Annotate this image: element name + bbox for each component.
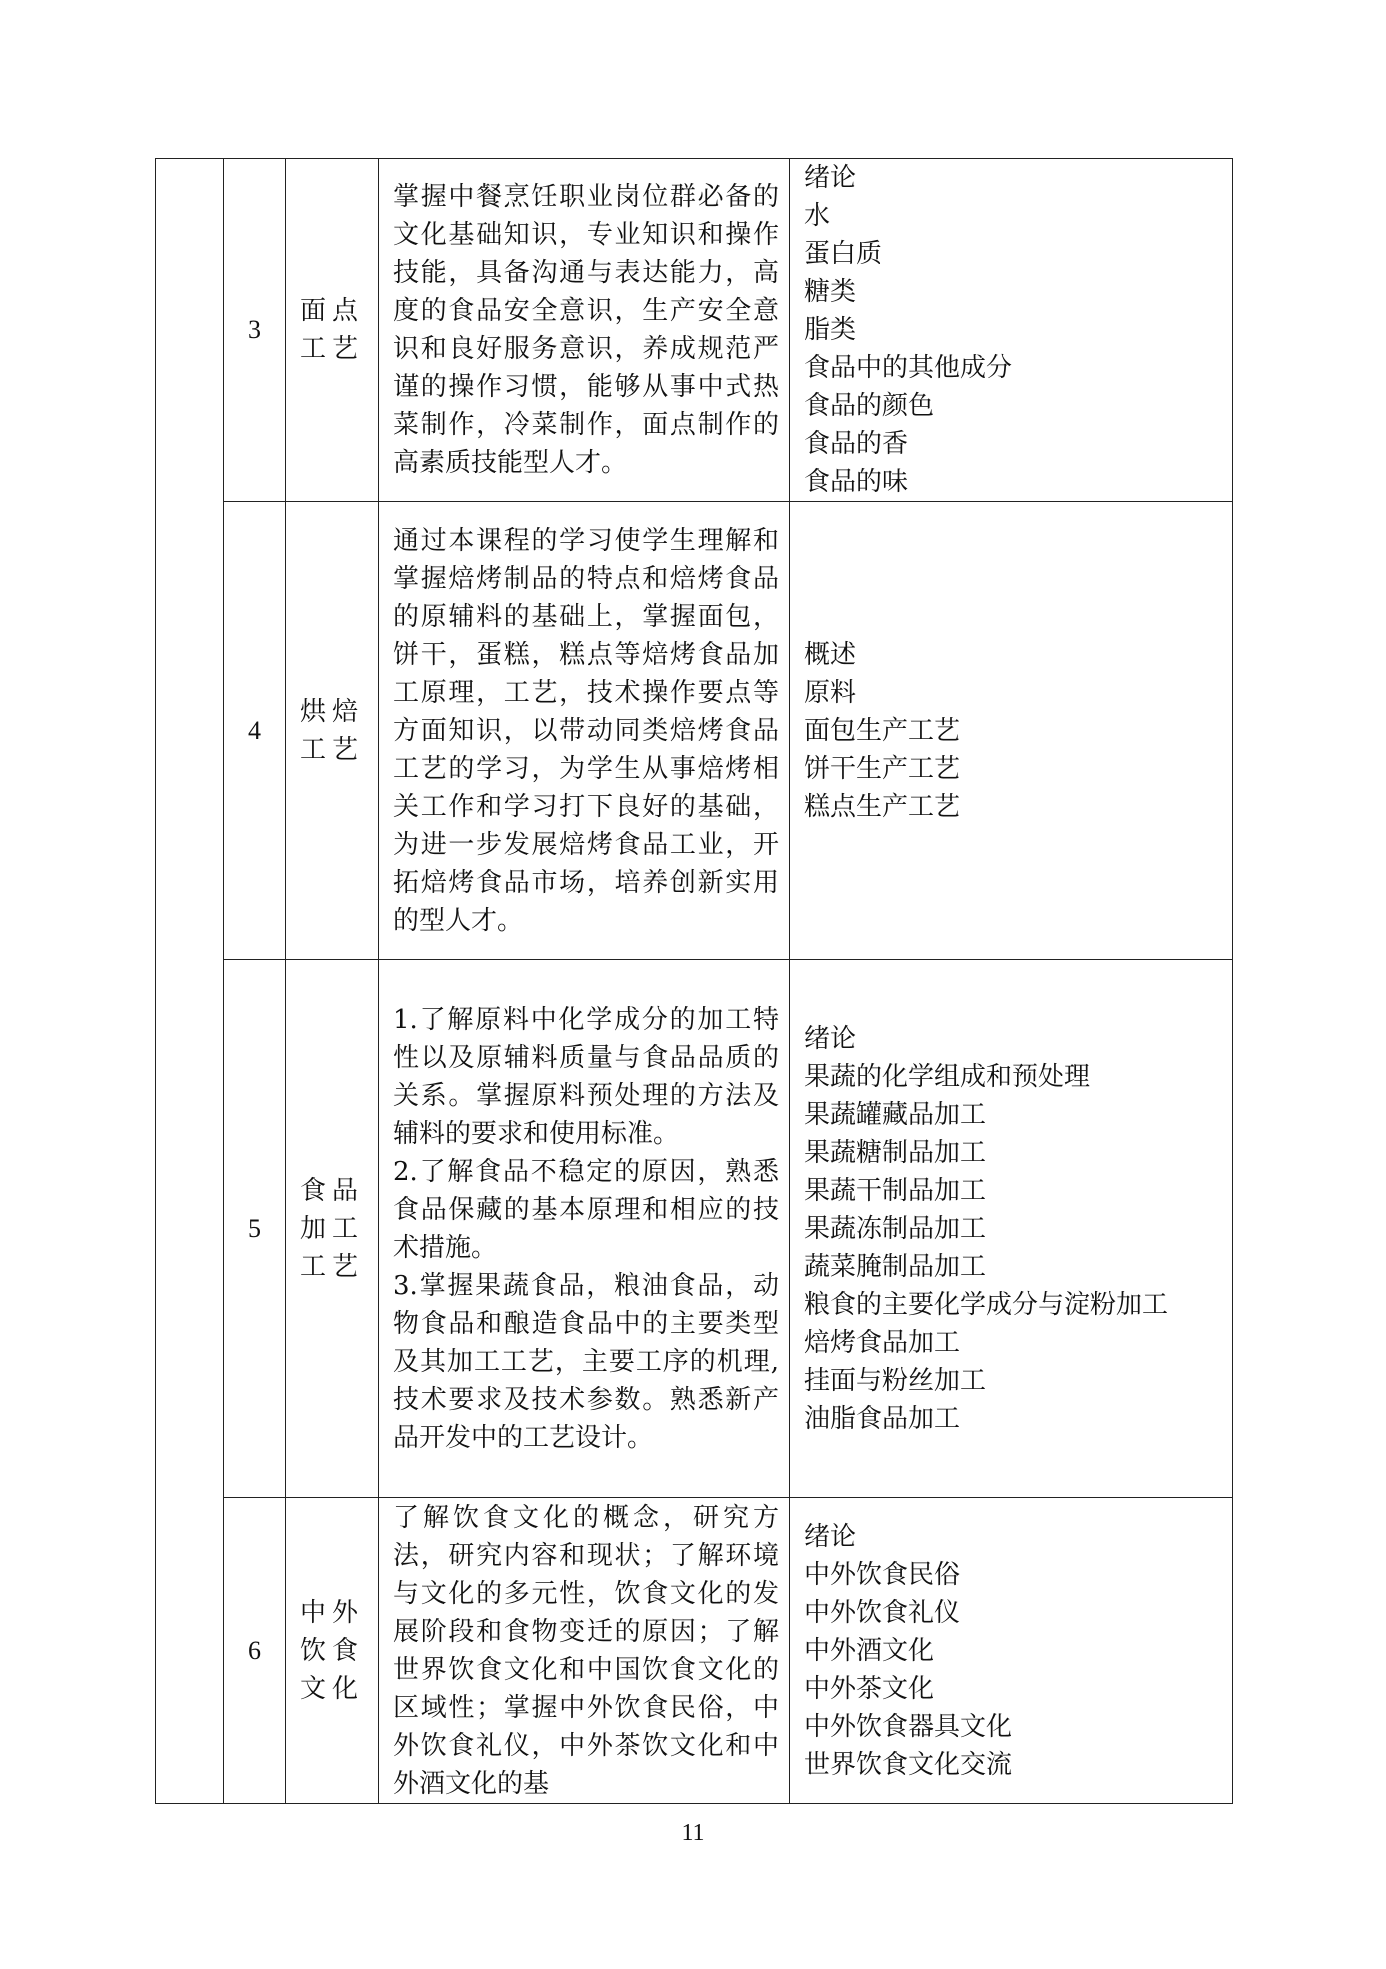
- course-name: 食品加工工艺: [286, 960, 379, 1498]
- topic-item: 食品中的其他成分: [804, 353, 1013, 383]
- topic-item: 中外饮食礼仪: [804, 1597, 961, 1628]
- course-topics: [790, 960, 1233, 1498]
- goal-paragraph: 通过本课程的学习使学生理解和掌握焙烤制品的特点和焙烤食品的原辅料的基础上，掌握面包，饼干，蛋糕，糕点等焙烤食品加工原理，工艺，技术操作要点等方面知识，以带动同类焙烤食品工艺的学习，为学生从事焙烤相关工作和学习打下良好的基础，为进一步发展焙烤食品工业，开拓焙烤食品市场，培养创新实用的型人才。: [393, 525, 779, 936]
- course-goal: [379, 1498, 790, 1804]
- topic-item: 面包生产工艺: [804, 715, 961, 746]
- topic-item: 脂类: [804, 315, 857, 345]
- topic-item: 蛋白质: [804, 239, 883, 269]
- goal-paragraph: 1.了解原料中化学成分的加工特性以及原辅料质量与食品品质的关系。掌握原料预处理的方法及辅料的要求和使用标准。: [393, 1004, 779, 1149]
- topic-item: 焙烤食品加工: [804, 1327, 961, 1358]
- table-row: [156, 502, 1233, 960]
- table-row: [156, 1498, 1233, 1804]
- table-row: [156, 159, 1233, 502]
- course-topics: [790, 1498, 1233, 1804]
- category-cell: [156, 159, 224, 1804]
- table-row: [156, 960, 1233, 1498]
- course-goal: [379, 502, 790, 960]
- topic-item: 饼干生产工艺: [804, 753, 961, 784]
- course-topics: [790, 502, 1233, 960]
- topic-item: 中外饮食器具文化: [804, 1711, 1013, 1742]
- topic-item: 果蔬糖制品加工: [804, 1137, 987, 1168]
- topic-item: 食品的味: [804, 467, 909, 497]
- topic-item: 世界饮食文化交流: [804, 1749, 1013, 1780]
- page-number: 11: [681, 1820, 705, 1846]
- goal-paragraph: 掌握中餐烹饪职业岗位群必备的文化基础知识，专业知识和操作技能，具备沟通与表达能力，高度的食品安全意识，生产安全意识和良好服务意识，养成规范严谨的操作习惯，能够从事中式热菜制作，冷菜制作，面点制作的高素质技能型人才。: [393, 182, 779, 478]
- goal-paragraph: 了解饮食文化的概念，研究方法，研究内容和现状；了解环境与文化的多元性，饮食文化的发展阶段和食物变迁的原因；了解世界饮食文化和中国饮食文化的区域性；掌握中外饮食民俗，中外饮食礼仪，中外茶饮文化和中外酒文化的基: [393, 1502, 779, 1799]
- topic-item: 水: [804, 201, 831, 231]
- row-number: 5: [224, 960, 286, 1498]
- topic-item: 原料: [804, 677, 857, 708]
- topic-item: 糖类: [804, 277, 857, 307]
- goal-paragraph: 2.了解食品不稳定的原因，熟悉食品保藏的基本原理和相应的技术措施。: [393, 1156, 779, 1263]
- topic-item: 粮食的主要化学成分与淀粉加工: [804, 1289, 1169, 1320]
- course-name: 中外饮食文化: [286, 1498, 379, 1804]
- topic-item: 概述: [804, 639, 857, 670]
- course-table: [155, 158, 1233, 1804]
- topic-item: 油脂食品加工: [804, 1403, 961, 1434]
- topic-item: 食品的香: [804, 429, 909, 459]
- course-topics: [790, 159, 1233, 502]
- topic-item: 食品的颜色: [804, 391, 935, 421]
- topic-item: 糕点生产工艺: [804, 791, 961, 822]
- course-goal: [379, 960, 790, 1498]
- row-number: 4: [224, 502, 286, 960]
- topic-item: 中外茶文化: [804, 1673, 935, 1704]
- topic-item: 果蔬的化学组成和预处理: [804, 1061, 1091, 1092]
- topic-item: 果蔬干制品加工: [804, 1175, 987, 1206]
- topic-item: 中外酒文化: [804, 1635, 935, 1666]
- topic-item: 蔬菜腌制品加工: [804, 1251, 987, 1282]
- topic-item: 绪论: [804, 1521, 857, 1552]
- goal-paragraph: 3.掌握果蔬食品，粮油食品，动物食品和酿造食品中的主要类型及其加工工艺，主要工序的机理,技术要求及技术参数。熟悉新产品开发中的工艺设计。: [393, 1270, 779, 1453]
- topic-item: 果蔬罐藏品加工: [804, 1099, 987, 1130]
- course-name: 面点工艺: [286, 159, 379, 502]
- row-number: 3: [224, 159, 286, 502]
- topic-item: 中外饮食民俗: [804, 1559, 961, 1590]
- row-number: 6: [224, 1498, 286, 1804]
- topic-item: 绪论: [804, 163, 857, 193]
- topic-item: 果蔬冻制品加工: [804, 1213, 987, 1244]
- course-name: 烘焙工艺: [286, 502, 379, 960]
- topic-item: 挂面与粉丝加工: [804, 1365, 987, 1396]
- course-goal: [379, 159, 790, 502]
- topic-item: 绪论: [804, 1023, 857, 1054]
